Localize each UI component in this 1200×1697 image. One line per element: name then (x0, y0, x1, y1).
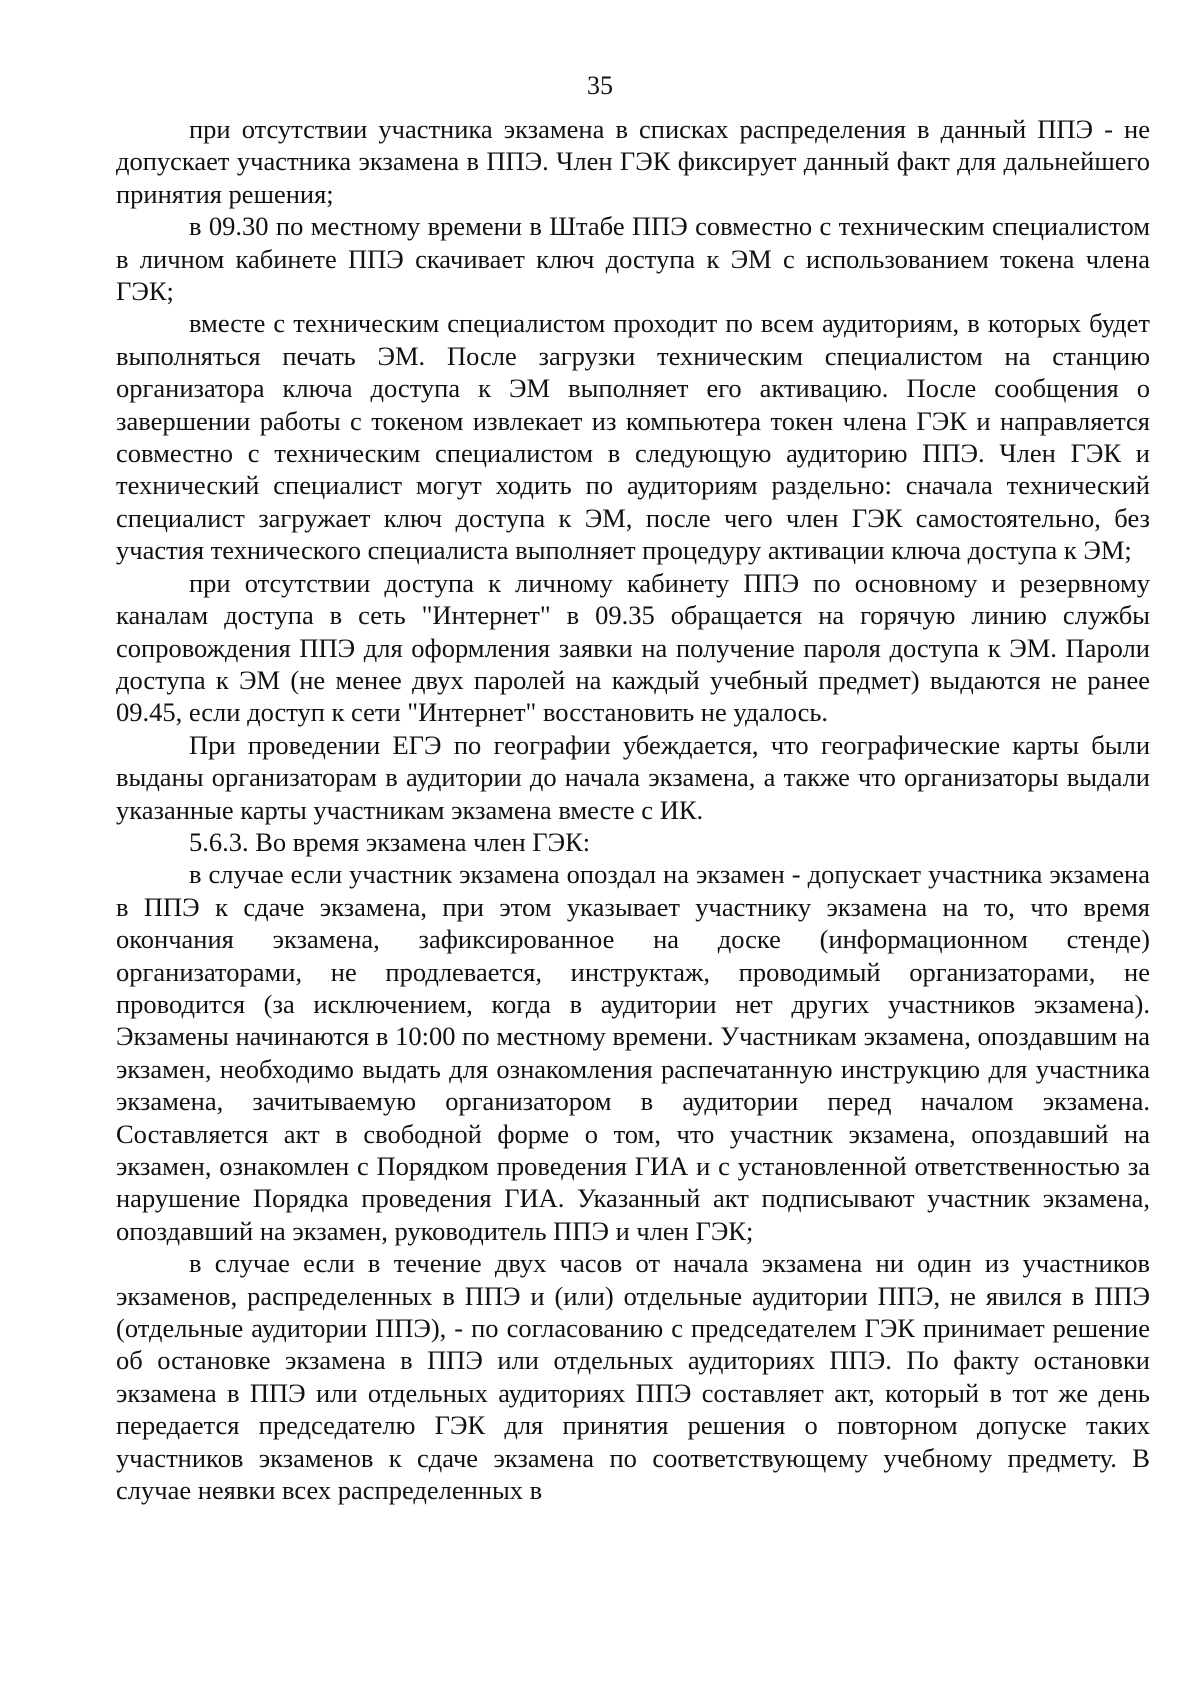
document-body (116, 113, 1150, 1506)
paragraph-key-download: в 09.30 по местному времени в Штабе ППЭ совместно с техническим специалистом в личном кабинете ППЭ скачивает ключ доступа к ЭМ с использованием токена члена ГЭК; (116, 211, 1150, 307)
paragraph-exam-stop: в случае если в течение двух часов от начала экзамена ни один из участников экзаменов, распределенных в ППЭ и (или) отдельные аудитории ППЭ, не явился в ППЭ (отдельные аудитории ППЭ), - по согласованию с председателем ГЭК принимает решение об остановке экзамена в ППЭ или отдельных аудиториях ППЭ. По факту остановки экзамена в ППЭ или отдельных аудиториях ППЭ составляет акт, который в тот же день передается председателю ГЭК для принятия решения о повторном допуске таких участников экзаменов к сдаче экзамена по соответствующему учебному предмету. В случае неявки всех распределенных в (116, 1248, 1150, 1506)
section-heading-5-6-3: 5.6.3. Во время экзамена член ГЭК: (189, 826, 591, 857)
paragraph-absent-participant: при отсутствии участника экзамена в списках распределения в данный ППЭ - не допускает участника экзамена в ППЭ. Член ГЭК фиксирует данный факт для дальнейшего принятия решения; (116, 114, 1150, 209)
paragraph-password-request: при отсутствии доступа к личному кабинету ППЭ по основному и резервному каналам доступа в сеть "Интернет" в 09.35 обращается на горячую линию службы сопровождения ППЭ для оформления заявки на получение пароля доступа к ЭМ. Пароли доступа к ЭМ (не менее двух паролей на каждый учебный предмет) выдаются не ранее 09.45, если доступ к сети "Интернет" восстановить не удалось. (116, 567, 1150, 728)
paragraph-key-activation: вместе с техническим специалистом проходит по всем аудиториям, в которых будет выполняться печать ЭМ. После загрузки техническим специалистом на станцию организатора ключа доступа к ЭМ выполняет его активацию. После сообщения о завершении работы с токеном извлекает из компьютера токен члена ГЭК и направляется совместно с техническим специалистом в следующую аудиторию ППЭ. Член ГЭК и технический специалист могут ходить по аудиториям раздельно: сначала технический специалист загружает ключ доступа к ЭМ, после чего член ГЭК самостоятельно, без участия технического специалиста выполняет процедуру активации ключа доступа к ЭМ; (116, 308, 1150, 566)
paragraph-geography-maps: При проведении ЕГЭ по географии убеждается, что географические карты были выданы организаторам в аудитории до начала экзамена, а также что организаторы выдали указанные карты участникам экзамена вместе с ИК. (116, 729, 1150, 825)
paragraph-late-participant: в случае если участник экзамена опоздал на экзамен - допускает участника экзамена в ППЭ к сдаче экзамена, при этом указывает участнику экзамена на то, что время окончания экзамена, зафиксированное на доске (информационном стенде) организаторами, не продлевается, инструктаж, проводимый организаторами, не проводится (за исключением, когда в аудитории нет других участников экзамена). Экзамены начинаются в 10:00 по местному времени. Участникам экзамена, опоздавшим на экзамен, необходимо выдать для ознакомления распечатанную инструкцию для участника экзамена, зачитываемую организатором в аудитории перед началом экзамена. Составляется акт в свободной форме о том, что участник экзамена, опоздавший на экзамен, ознакомлен с Порядком проведения ГИА и с установленной ответственностью за нарушение Порядка проведения ГИА. Указанный акт подписывают участник экзамена, опоздавший на экзамен, руководитель ППЭ и член ГЭК; (116, 859, 1150, 1246)
page-number: 35 (587, 71, 613, 100)
